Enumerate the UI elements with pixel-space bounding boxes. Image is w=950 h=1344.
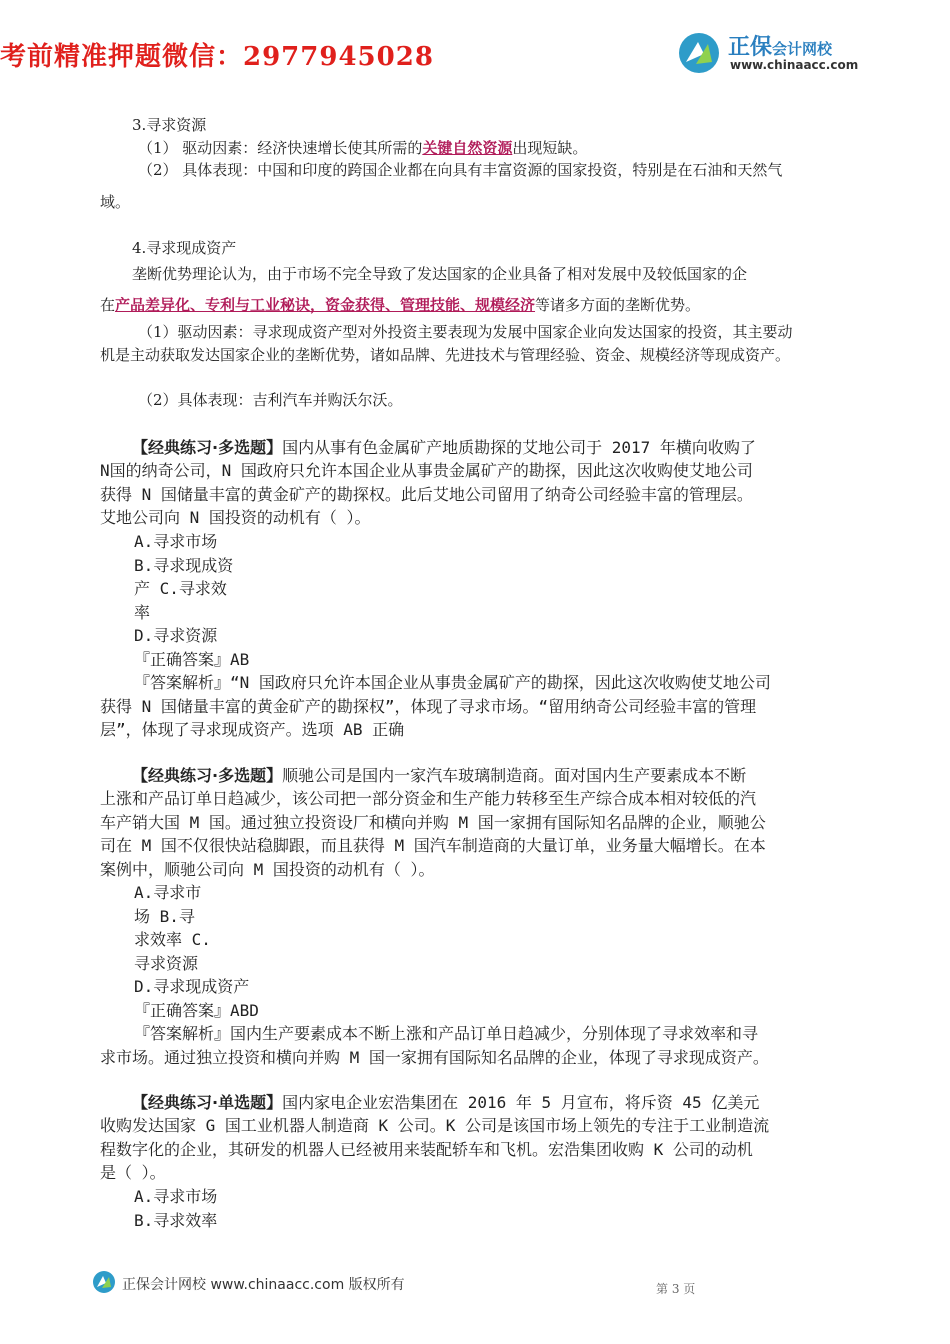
q1-analysis-line3: 层”，体现了寻求现成资产。选项 AB 正确 [100,720,405,739]
q2-option-a: A.寻求市 [134,883,202,902]
section-4-theory-clipped: 垄断优势理论认为，由于市场不完全导致了发达国家的企业具备了相对发展中及较低国家的企 [132,265,748,283]
q3-tag: 【经典练习·单选题】 [132,1093,283,1112]
q2-option-b: 场 B.寻 [134,907,195,926]
monopoly-advantages-highlight: 产品差异化、专利与工业秘诀，资金获得、管理技能、规模经济 [115,296,536,314]
q2-line5: 案例中，顺驰公司向 M 国投资的动机有（ ）。 [100,860,435,879]
q2-option-c-cont: 寻求资源 [134,954,199,973]
logo-wordmark: 正保会计网校 [728,35,833,60]
footer-logo-icon [92,1270,116,1294]
section-4-performance: （2）具体表现：吉利汽车并购沃尔沃。 [138,391,403,409]
q2-line1: 【经典练习·多选题】顺驰公司是国内一家汽车玻璃制造商。面对国内生产要素成本不断 [132,766,747,785]
section-4-driver-line1: （1）驱动因素：寻求现成资产型对外投资主要表现为发展中国家企业向发达国家的投资，其主要动 [138,323,793,341]
q2-line4: 司在 M 国不仅很快站稳脚跟，而且获得 M 国汽车制造商的大量订单，业务量大幅增长。在本 [100,836,766,855]
q3-line3: 程数字化的企业，其研发的机器人已经被用来装配轿车和飞机。宏浩集团收购 K 公司的动机 [100,1140,753,1159]
q1-option-b: B.寻求现成资 [134,556,234,575]
section-4-title-clipped: 4.寻求现成资产 [132,239,237,257]
section-4-advantages: 在产品差异化、专利与工业秘诀，资金获得、管理技能、规模经济等诸多方面的垄断优势。 [100,296,701,314]
q1-line3: 获得 N 国储量丰富的黄金矿产的勘探权。此后艾地公司留用了纳奇公司经验丰富的管理层。 [100,485,753,504]
logo-url: www.chinaacc.com [730,58,859,72]
logo-emblem-icon [678,32,720,74]
q2-line2: 上涨和产品订单日趋减少，该公司把一部分资金和生产能力转移至生产综合成本相对较低的汽 [100,789,757,808]
site-logo [678,30,878,76]
q1-answer: 『正确答案』AB [134,650,250,669]
section-4-driver-line2: 机是主动获取发达国家企业的垄断优势，诸如品牌、先进技术与管理经验、资金、规模经济等现成资产。 [100,346,791,364]
q2-answer: 『正确答案』ABD [134,1001,259,1020]
q2-analysis-line2: 求市场。通过独立投资和横向并购 M 国一家拥有国际知名品牌的企业，体现了寻求现成资产。 [100,1048,769,1067]
q1-analysis-line2: 获得 N 国储量丰富的黄金矿产的勘探权”，体现了寻求市场。“留用纳奇公司经验丰富的管理 [100,697,757,716]
q1-line4: 艾地公司向 N 国投资的动机有（ ）。 [100,508,371,527]
q1-option-a: A.寻求市场 [134,532,218,551]
q1-tag: 【经典练习·多选题】 [132,438,283,457]
q3-line1: 【经典练习·单选题】国内家电企业宏浩集团在 2016 年 5 月宣布，将斥资 45 亿美元 [132,1093,760,1112]
q1-option-d: D.寻求资源 [134,626,218,645]
section-3-performance-clipped: （2） 具体表现：中国和印度的跨国企业都在向具有丰富资源的国家投资，特别是在石油和天然气 [138,161,783,179]
q2-option-d: D.寻求现成资产 [134,977,250,996]
section-3-performance-end: 域。 [100,193,131,211]
q3-option-a: A.寻求市场 [134,1187,218,1206]
footer-copyright: 正保会计网校 www.chinaacc.com 版权所有 [122,1277,405,1293]
q2-tag: 【经典练习·多选题】 [132,766,283,785]
q2-line3: 车产销大国 M 国。通过独立投资设厂和横向并购 M 国一家拥有国际知名品牌的企业，顺驰公 [100,813,766,832]
q2-option-c: 求效率 C. [134,930,211,949]
q1-analysis-line1: 『答案解析』“N 国政府只允许本国企业从事贵金属矿产的勘探，因此这次收购使艾地公司 [134,673,771,692]
section-3-driver: （1） 驱动因素：经济快速增长使其所需的关键自然资源出现短缺。 [138,139,588,157]
q1-option-c: 产 C.寻求效 [134,579,227,598]
q1-line1: 【经典练习·多选题】国内从事有色金属矿产地质勘探的艾地公司于 2017 年横向收购了 [132,438,756,457]
promo-banner: 考前精准押题微信：2977945028 [0,42,434,72]
key-resource-highlight: 关键自然资源 [422,139,513,157]
q2-analysis-line1: 『答案解析』国内生产要素成本不断上涨和产品订单日趋减少，分别体现了寻求效率和寻 [134,1024,759,1043]
q3-line4: 是（ ）。 [100,1163,166,1182]
q3-option-b-clipped: B.寻求效率 [134,1211,218,1230]
page-number: 第 3 页 [656,1282,696,1296]
q1-line2: N国的纳奇公司，N 国政府只允许本国企业从事贵金属矿产的勘探，因此这次收购使艾地公司 [100,461,753,480]
q1-option-c-cont: 率 [134,603,151,622]
q3-line2: 收购发达国家 G 国工业机器人制造商 K 公司。K 公司是该国市场上领先的专注于工业制造流 [100,1116,770,1135]
section-3-title: 3.寻求资源 [132,116,207,134]
